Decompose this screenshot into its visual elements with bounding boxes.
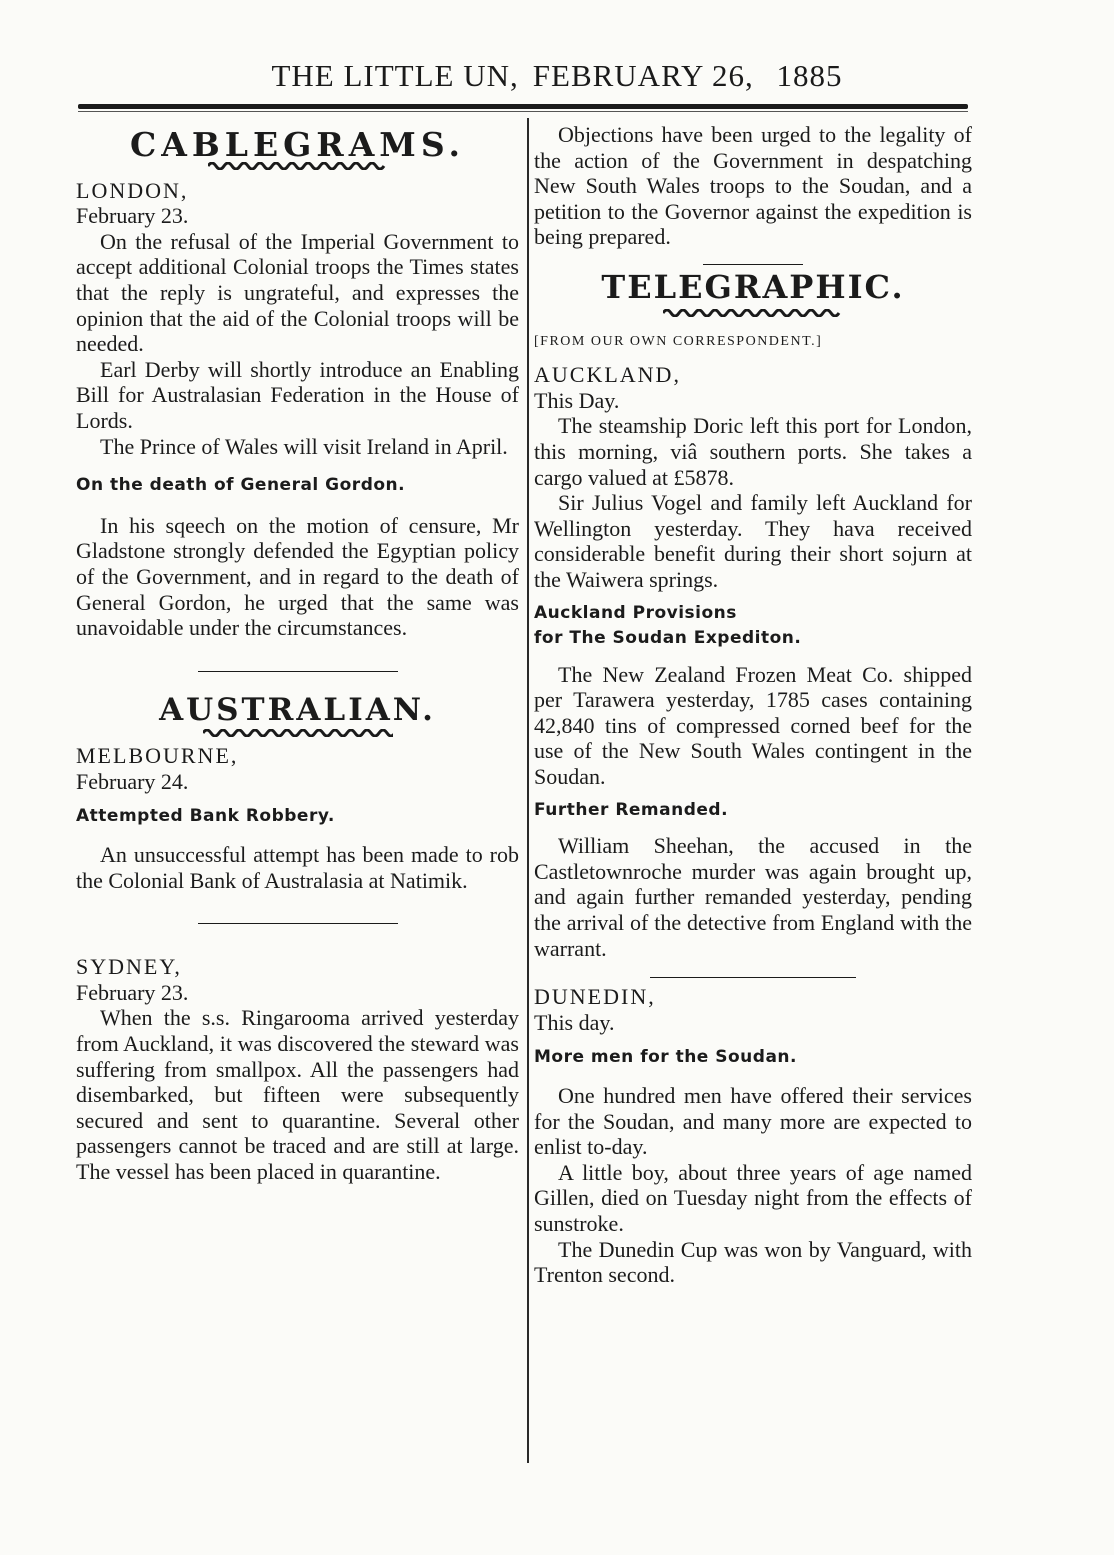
masthead-rule bbox=[78, 104, 968, 109]
cablegram-paragraph: On the refusal of the Imperial Government to accept additional Colonial troops the Times states that the reply is ungrateful, and expresses the opinion that the aid of the Colonial troops will be needed. bbox=[76, 228, 519, 357]
melbourne-place: MELBOURNE, bbox=[76, 743, 239, 769]
auckland-paragraph: The steamship Doric left this port for London, this morning, viâ southern ports. She takes a cargo valued at £5878. bbox=[534, 413, 972, 490]
london-date: February 23. bbox=[76, 203, 189, 229]
provisions-subhead: for The Soudan Expediton. bbox=[534, 628, 802, 649]
robbery-text: An unsuccessful attempt has been made to rob the Colonial Bank of Australasia at Natimik. bbox=[76, 842, 519, 893]
cablegram-paragraph: Earl Derby will shortly introduce an Enabling Bill for Australasian Federation in the House of Lords. bbox=[76, 356, 519, 433]
melbourne-date: February 24. bbox=[76, 768, 189, 794]
dunedin-paragraph: A little boy, about three years of age named Gillen, died on Tuesday night from the effects of sunstroke. bbox=[534, 1159, 972, 1236]
masthead-paper-name: THE LITTLE UN, bbox=[271, 58, 519, 93]
dunedin-place: DUNEDIN, bbox=[534, 984, 656, 1010]
masthead-rule-thin bbox=[78, 111, 968, 112]
soudan-subhead: More men for the Soudan. bbox=[534, 1047, 797, 1068]
masthead-date: FEBRUARY 26, bbox=[532, 58, 754, 93]
sydney-text: When the s.s. Ringarooma arrived yesterday from Auckland, it was discovered the steward was suffering from smallpox. All the passengers had disembarked, but fifteen were subsequently secured and sent to quarantine. Several other passengers cannot be traced and are still at large. The vessel has been placed in quarantine. bbox=[76, 1005, 519, 1184]
gordon-subhead: On the death of General Gordon. bbox=[76, 475, 406, 496]
left-column bbox=[76, 122, 519, 1185]
auckland-paragraph: Sir Julius Vogel and family left Auckland for Wellington yesterday. They hava received considerable benefit during their short sojurn at the Waiwera springs. bbox=[534, 490, 972, 592]
dunedin-paragraph: The Dunedin Cup was won by Vanguard, with Trenton second. bbox=[534, 1236, 972, 1288]
remanded-text: William Sheehan, the accused in the Castletownroche murder was again brought up, and again further remanded yesterday, pending the arrival of the detective from England with the warrant. bbox=[534, 833, 972, 961]
correspondent-note: [FROM OUR OWN CORRESPONDENT.] bbox=[534, 333, 823, 349]
cablegrams-heading: CABLEGRAMS. bbox=[129, 125, 465, 164]
section-rule bbox=[650, 977, 856, 978]
masthead bbox=[0, 58, 1114, 94]
london-place: LONDON, bbox=[76, 177, 189, 203]
dunedin-date: This day. bbox=[534, 1009, 615, 1035]
provisions-text: The New Zealand Frozen Meat Co. shipped per Tarawera yesterday, 1785 cases containing 42,840 tins of compressed corned beef for the use of the New South Wales contingent in the Soudan. bbox=[534, 661, 972, 790]
provisions-subhead: Auckland Provisions bbox=[534, 602, 737, 623]
wavy-divider bbox=[663, 309, 843, 317]
right-column bbox=[534, 122, 972, 1288]
cablegram-paragraph: The Prince of Wales will visit Ireland in April. bbox=[100, 433, 508, 459]
sydney-place: SYDNEY, bbox=[76, 954, 182, 980]
section-rule bbox=[198, 923, 398, 924]
dunedin-paragraph: One hundred men have offered their services for the Soudan, and many more are expected to enlist to-day. bbox=[534, 1083, 972, 1160]
masthead-year: 1885 bbox=[776, 58, 843, 93]
telegraphic-heading: TELEGRAPHIC. bbox=[601, 267, 905, 306]
auckland-place: AUCKLAND, bbox=[534, 362, 681, 388]
wavy-divider bbox=[203, 729, 393, 737]
section-rule bbox=[703, 264, 803, 265]
robbery-subhead: Attempted Bank Robbery. bbox=[76, 806, 335, 827]
section-rule bbox=[198, 671, 398, 672]
sydney-date: February 23. bbox=[76, 979, 189, 1005]
column-divider bbox=[527, 118, 529, 1463]
australian-heading: AUSTRALIAN. bbox=[159, 691, 436, 728]
gordon-text: In his sqeech on the motion of censure, Mr Gladstone strongly defended the Egyptian policy of the Government, and in regard to the death of General Gordon, he urged that the same was unavoidable under the circumstances. bbox=[76, 512, 519, 641]
auckland-date: This Day. bbox=[534, 387, 620, 413]
remanded-subhead: Further Remanded. bbox=[534, 799, 729, 820]
objections-text: Objections have been urged to the legality of the action of the Government in despatching New South Wales troops to the Soudan, and a petition to the Governor against the expedition is being prepared. bbox=[534, 122, 972, 250]
